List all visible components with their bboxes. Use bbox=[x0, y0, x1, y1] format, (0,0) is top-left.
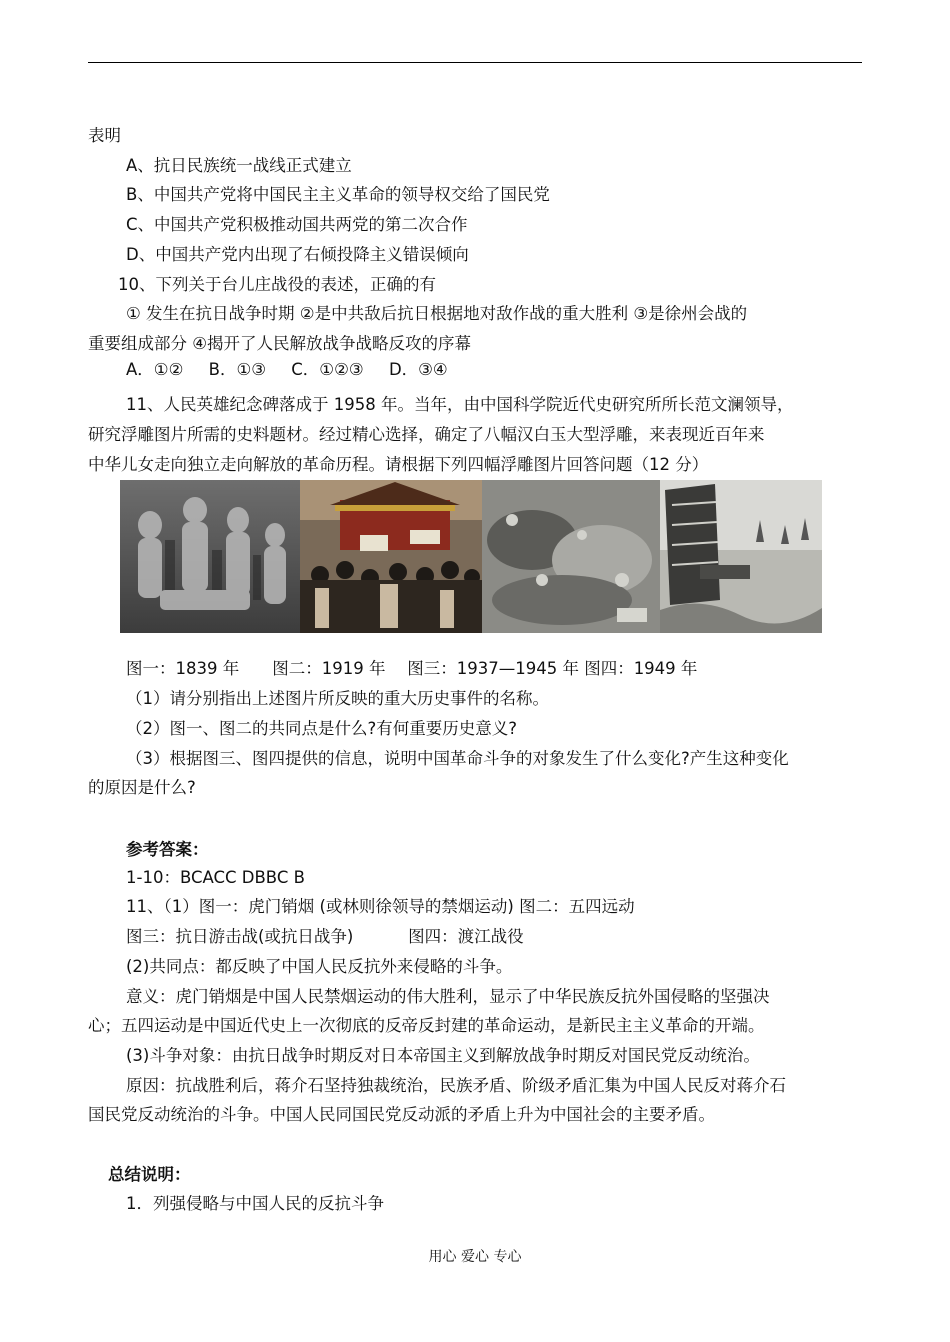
answer-line: 意义：虎门销烟是中国人民禁烟运动的伟大胜利，显示了中华民族反抗外国侵略的坚强决 bbox=[126, 987, 770, 1006]
answer-line: 图三：抗日游击战(或抗日战争) 图四：渡江战役 bbox=[126, 927, 524, 946]
summary-item: 1．列强侵略与中国人民的反抗斗争 bbox=[126, 1194, 384, 1213]
relief-image-4 bbox=[660, 480, 822, 633]
question-10-options bbox=[126, 359, 468, 381]
choice-d: D．③④ bbox=[388, 360, 448, 379]
option-c: C、中国共产党积极推动国共两党的第二次合作 bbox=[126, 215, 468, 234]
question-11-cont: 研究浮雕图片所需的史料题材。经过精心选择，确定了八幅汉白玉大型浮雕，来表现近百年来 bbox=[88, 425, 765, 444]
question-10-statements: ① 发生在抗日战争时期 ②是中共敌后抗日根据地对敌作战的重大胜利 ③是徐州会战的 bbox=[126, 304, 748, 323]
choice-a: A．①② bbox=[126, 360, 184, 379]
question-10-statements-cont: 重要组成部分 ④揭开了人民解放战争战略反攻的序幕 bbox=[88, 334, 472, 353]
sub-question-2: （2）图一、图二的共同点是什么?有何重要历史意义? bbox=[126, 719, 518, 738]
answer-line: 11、（1）图一：虎门销烟 (或林则徐领导的禁烟运动) 图二：五四远动 bbox=[126, 897, 635, 916]
relief-images bbox=[120, 480, 822, 633]
relief-image-2 bbox=[300, 480, 482, 633]
answer-line: 心；五四运动是中国近代史上一次彻底的反帝反封建的革命运动，是新民主主义革命的开端。 bbox=[88, 1016, 765, 1035]
answer-line: (3)斗争对象：由抗日战争时期反对日本帝国主义到解放战争时期反对国民党反动统治。 bbox=[126, 1046, 760, 1065]
choice-b: B．①③ bbox=[208, 360, 267, 379]
answer-title: 参考答案： bbox=[126, 840, 209, 859]
summary-title: 总结说明： bbox=[108, 1165, 191, 1184]
option-d: D、中国共产党内出现了右倾投降主义错误倾向 bbox=[126, 245, 469, 264]
page-footer: 用心 爱心 专心 bbox=[428, 1249, 522, 1265]
question-10: 10、下列关于台儿庄战役的表述，正确的有 bbox=[118, 275, 436, 294]
relief-image-3 bbox=[482, 480, 660, 633]
sub-question-3: （3）根据图三、图四提供的信息，说明中国革命斗争的对象发生了什么变化?产生这种变化 bbox=[126, 749, 789, 768]
sub-question-1: （1）请分别指出上述图片所反映的重大历史事件的名称。 bbox=[126, 689, 549, 708]
answer-line: 国民党反动统治的斗争。中国人民同国民党反动派的矛盾上升为中国社会的主要矛盾。 bbox=[88, 1105, 715, 1124]
answer-line: 1-10：BCACC DBBC B bbox=[126, 868, 305, 887]
header-rule bbox=[88, 62, 862, 63]
answer-line: (2)共同点：都反映了中国人民反抗外来侵略的斗争。 bbox=[126, 957, 513, 976]
relief-image-1 bbox=[120, 480, 300, 633]
image-captions: 图一：1839 年 图二：1919 年 图三：1937—1945 年 图四：1949 年 bbox=[126, 659, 698, 678]
option-b: B、中国共产党将中国民主主义革命的领导权交给了国民党 bbox=[126, 185, 550, 204]
sub-question-3-cont: 的原因是什么? bbox=[88, 778, 196, 797]
question-11: 11、人民英雄纪念碑落成于 1958 年。当年，由中国科学院近代史研究所所长范文澜领导， bbox=[126, 395, 794, 414]
answer-line: 原因：抗战胜利后，蒋介石坚持独裁统治，民族矛盾、阶级矛盾汇集为中国人民反对蒋介石 bbox=[126, 1076, 786, 1095]
option-a: A、抗日民族统一战线正式建立 bbox=[126, 156, 352, 175]
text-line: 表明 bbox=[88, 126, 121, 145]
choice-c: C．①②③ bbox=[291, 360, 364, 379]
question-11-cont: 中华儿女走向独立走向解放的革命历程。请根据下列四幅浮雕图片回答问题（12 分） bbox=[88, 455, 709, 474]
